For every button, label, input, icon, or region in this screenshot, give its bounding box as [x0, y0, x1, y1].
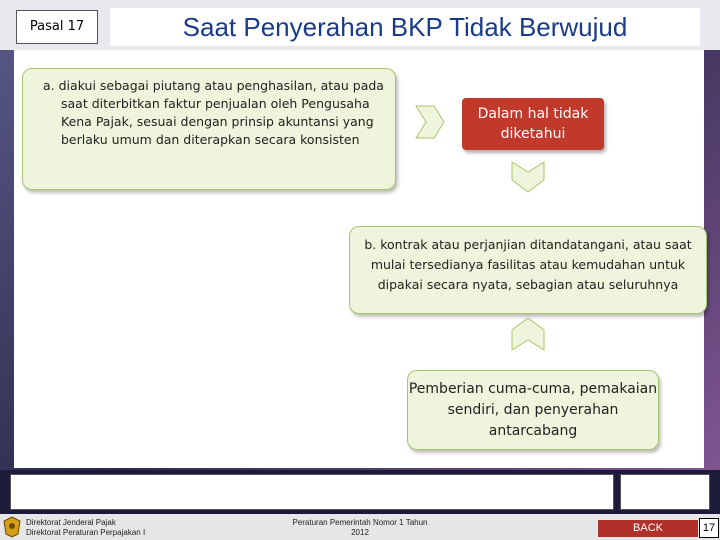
ministry-logo-icon [3, 516, 21, 538]
arrow-right-icon [414, 104, 446, 140]
back-button[interactable]: BACK [598, 520, 698, 537]
institution-text [26, 518, 145, 538]
box-a-marker: a. [43, 78, 55, 93]
regulation-text [280, 518, 440, 538]
regulation-line1: Peraturan Pemerintah Nomor 1 Tahun [292, 518, 428, 527]
arrow-down-icon [510, 160, 546, 194]
box-b [349, 226, 707, 314]
page-number: 17 [699, 518, 719, 538]
box-b-marker: b. [364, 237, 377, 252]
box-not-known: Dalam hal tidak diketahui [462, 98, 604, 150]
box-c: Pemberian cuma-cuma, pemakaian sendiri, dan penyerahan antarcabang [407, 370, 659, 450]
footer-box-right [620, 474, 710, 510]
arrow-up-icon [510, 316, 546, 352]
regulation-line2: 2012 [351, 528, 369, 537]
box-b-line2: mulai tersedianya fasilitas atau kemudahan untuk dipakai secara nyata, sebagian atau seluruhnya [370, 257, 686, 292]
institution-line1: Direktorat Jenderal Pajak [26, 518, 116, 527]
pasal-label: Pasal 17 [16, 10, 98, 44]
footer-box-left [10, 474, 614, 510]
box-b-line1 [360, 235, 696, 255]
institution-line2: Direktorat Peraturan Perpajakan I [26, 528, 146, 537]
box-a-content [33, 77, 385, 149]
box-b-line1-text: kontrak atau perjanjian ditandatangani, atau saat [380, 237, 692, 252]
slide-title: Saat Penyerahan BKP Tidak Berwujud [110, 8, 700, 46]
box-a [22, 68, 396, 190]
box-a-text: diakui sebagai piutang atau penghasilan, atau pada saat diterbitkan faktur penjualan oleh Pengusaha Kena Pajak, sesuai dengan prinsip akuntansi yang berlaku umum dan diterapkan secara konsisten [58, 78, 384, 147]
